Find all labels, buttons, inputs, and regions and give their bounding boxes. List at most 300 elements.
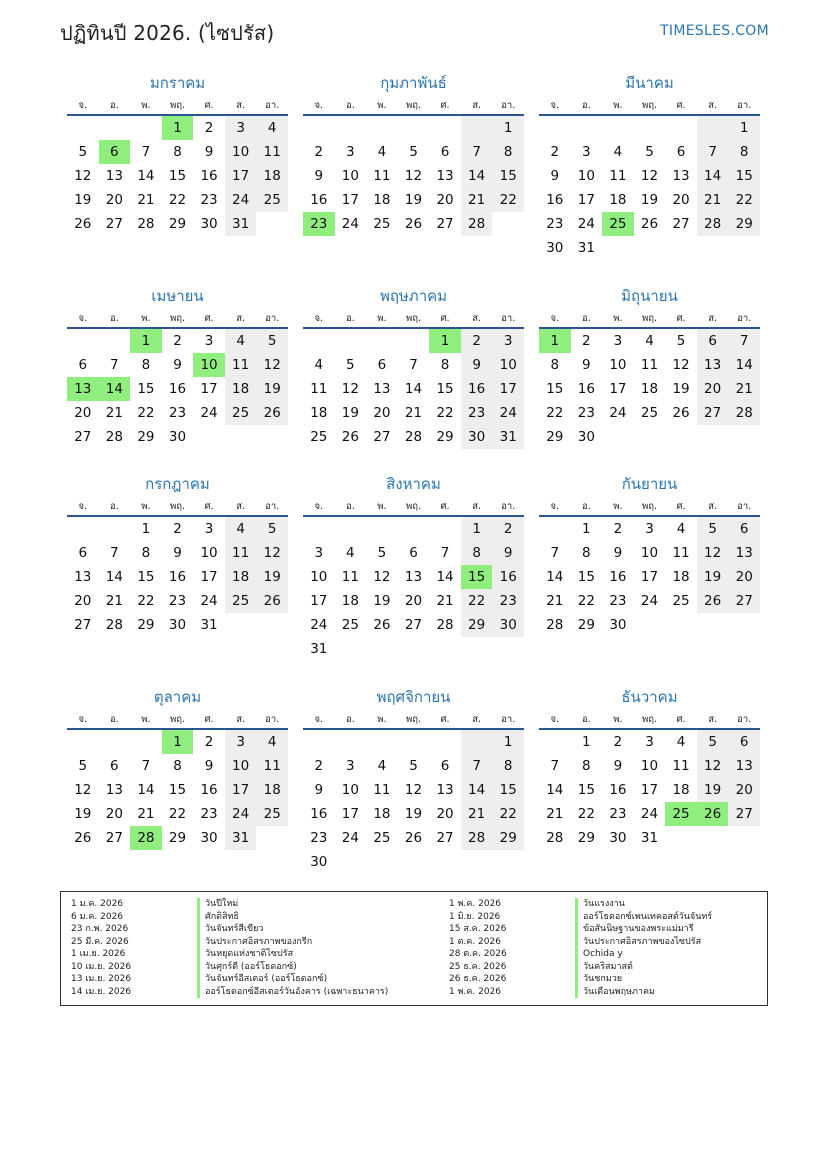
day-cell: 26 <box>404 830 423 846</box>
day-cell: 9 <box>173 545 182 561</box>
day-cell: 27 <box>74 617 92 633</box>
day-cell: 29 <box>492 826 524 850</box>
day-cell: 10 <box>341 168 359 184</box>
empty-day-cell <box>303 730 335 754</box>
day-grid <box>67 329 288 449</box>
day-cell: 20 <box>728 565 760 589</box>
empty-day-cell <box>398 730 430 754</box>
empty-day-cell <box>429 637 461 661</box>
legend-row <box>449 948 712 961</box>
day-cell: 4 <box>377 758 387 774</box>
day-cell: 22 <box>168 806 187 822</box>
day-cell: 19 <box>697 565 729 589</box>
holiday-date: 6 ม.ค. 2026 <box>71 911 124 922</box>
day-cell: 2 <box>204 734 214 750</box>
holiday-date: 1 พ.ค. 2026 <box>449 986 502 997</box>
day-cell: 3 <box>492 329 524 353</box>
day-cell: 13 <box>373 381 391 397</box>
month-block <box>303 684 524 874</box>
month-name: กุมภาพันธ์ <box>380 74 447 92</box>
day-cell: 19 <box>373 593 391 609</box>
legend-row <box>71 973 388 986</box>
day-cell: 22 <box>728 188 760 212</box>
day-grid <box>539 517 760 637</box>
empty-day-cell <box>99 116 131 140</box>
day-cell: 13 <box>436 782 454 798</box>
weekday-header <box>67 309 288 329</box>
weekday-label: อา. <box>737 100 752 111</box>
day-cell: 24 <box>640 806 659 822</box>
site-brand-link[interactable]: TIMESLES.COM <box>660 23 769 39</box>
day-cell: 21 <box>436 593 454 609</box>
day-cell: 3 <box>204 521 214 537</box>
day-cell: 27 <box>105 216 123 232</box>
day-cell: 16 <box>168 381 187 397</box>
day-cell: 10 <box>492 353 524 377</box>
weekday-header <box>539 710 760 730</box>
empty-day-cell <box>634 613 666 637</box>
day-cell: 21 <box>728 377 760 401</box>
day-cell: 8 <box>582 758 591 774</box>
empty-day-cell <box>634 116 666 140</box>
day-grid <box>539 329 760 449</box>
weekday-label: พ. <box>377 714 387 725</box>
legend-row <box>71 898 388 911</box>
weekday-header <box>539 497 760 517</box>
legend-row <box>71 911 388 924</box>
holiday-name: ข้อสันนิษฐานของพระแม่มารี <box>575 923 694 936</box>
day-cell: 25 <box>672 593 690 609</box>
day-cell: 5 <box>676 333 686 349</box>
day-cell: 2 <box>173 521 182 537</box>
day-cell: 10 <box>193 353 225 377</box>
day-cell: 15 <box>728 164 760 188</box>
day-cell: 16 <box>492 565 524 589</box>
day-cell: 26 <box>74 830 92 846</box>
day-cell: 18 <box>225 565 257 589</box>
empty-day-cell <box>634 236 666 260</box>
empty-day-cell <box>602 116 634 140</box>
weekday-label: พ. <box>141 313 151 324</box>
day-cell: 26 <box>404 216 423 232</box>
day-grid <box>67 730 288 850</box>
weekday-label: อา. <box>737 501 752 512</box>
day-cell: 5 <box>256 517 288 541</box>
holiday-name: ออร์โธดอกซ์เพนเทคอสต์วันจันทร์ <box>575 911 712 924</box>
day-cell: 28 <box>728 401 760 425</box>
day-cell: 30 <box>168 617 187 633</box>
empty-day-cell <box>366 517 398 541</box>
day-cell: 14 <box>546 782 564 798</box>
day-cell: 11 <box>256 754 288 778</box>
empty-day-cell <box>461 116 493 140</box>
page-title: ปฏิทินปี 2026. (ไซปรัส) <box>60 21 275 45</box>
legend-row <box>449 973 712 986</box>
day-cell: 17 <box>225 778 257 802</box>
day-cell: 30 <box>609 617 627 633</box>
weekday-label: พฤ. <box>641 501 658 512</box>
day-cell: 11 <box>225 541 257 565</box>
day-cell: 7 <box>110 545 119 561</box>
day-cell: 15 <box>577 782 595 798</box>
empty-day-cell <box>728 613 760 637</box>
day-cell: 7 <box>461 140 493 164</box>
day-cell: 24 <box>341 830 359 846</box>
month-name: กันยายน <box>621 475 678 493</box>
legend-row <box>71 986 388 999</box>
legend-row <box>71 948 388 961</box>
day-cell: 18 <box>341 593 359 609</box>
weekday-label: อ. <box>345 501 355 512</box>
day-cell: 13 <box>728 754 760 778</box>
day-cell: 27 <box>436 216 454 232</box>
day-cell: 21 <box>105 405 123 421</box>
day-cell: 18 <box>310 405 328 421</box>
weekday-label: อ. <box>345 714 355 725</box>
weekday-label: อ. <box>581 714 591 725</box>
day-cell: 16 <box>168 569 187 585</box>
legend-row <box>449 961 712 974</box>
day-cell: 15 <box>137 381 155 397</box>
day-cell: 5 <box>697 730 729 754</box>
weekday-header <box>67 710 288 730</box>
empty-day-cell <box>130 116 162 140</box>
day-cell: 8 <box>582 545 591 561</box>
empty-day-cell <box>697 236 729 260</box>
day-cell: 9 <box>492 541 524 565</box>
weekday-label: จ. <box>314 100 324 111</box>
weekday-label: ส. <box>472 313 482 324</box>
month-block <box>67 70 288 236</box>
day-cell: 3 <box>314 545 324 561</box>
day-cell: 8 <box>492 140 524 164</box>
day-cell: 29 <box>168 216 187 232</box>
empty-day-cell <box>256 212 288 236</box>
day-cell: 31 <box>492 425 524 449</box>
day-cell: 21 <box>404 405 423 421</box>
holiday-name: วันหยุดแห่งชาติไซปรัส <box>197 948 293 961</box>
day-cell: 1 <box>461 517 493 541</box>
day-cell: 11 <box>672 758 690 774</box>
weekday-label: พฤ. <box>405 313 422 324</box>
month-block <box>303 70 524 236</box>
day-cell: 22 <box>137 593 155 609</box>
day-cell: 28 <box>404 429 423 445</box>
day-cell: 4 <box>256 730 288 754</box>
day-cell: 4 <box>645 333 654 349</box>
day-cell: 18 <box>225 377 257 401</box>
day-grid <box>67 517 288 637</box>
day-cell: 23 <box>577 405 595 421</box>
weekday-label: ศ. <box>676 313 686 324</box>
day-cell: 20 <box>74 405 92 421</box>
day-cell: 1 <box>130 329 162 353</box>
day-cell: 9 <box>550 168 560 184</box>
weekday-label: จ. <box>78 714 88 725</box>
day-cell: 28 <box>461 212 493 236</box>
day-cell: 20 <box>105 192 123 208</box>
day-cell: 7 <box>697 140 729 164</box>
weekday-label: อา. <box>737 714 752 725</box>
day-cell: 14 <box>105 569 123 585</box>
day-cell: 4 <box>314 357 324 373</box>
day-cell: 20 <box>404 593 423 609</box>
empty-day-cell <box>461 637 493 661</box>
day-cell: 30 <box>310 854 328 870</box>
day-cell: 19 <box>256 377 288 401</box>
legend-row <box>449 898 712 911</box>
empty-day-cell <box>398 637 430 661</box>
empty-day-cell <box>492 212 524 236</box>
day-cell: 22 <box>436 405 454 421</box>
day-cell: 7 <box>110 357 119 373</box>
day-cell: 25 <box>341 617 359 633</box>
day-cell: 27 <box>373 429 391 445</box>
day-cell: 7 <box>728 329 760 353</box>
day-cell: 27 <box>404 617 423 633</box>
day-cell: 23 <box>200 806 218 822</box>
empty-day-cell <box>665 425 697 449</box>
day-cell: 27 <box>728 589 760 613</box>
day-cell: 14 <box>436 569 454 585</box>
month-name: เมษายน <box>151 287 204 305</box>
day-cell: 25 <box>373 830 391 846</box>
day-cell: 6 <box>78 545 88 561</box>
weekday-label: พฤ. <box>641 714 658 725</box>
weekday-label: พฤ. <box>169 501 186 512</box>
day-cell: 24 <box>225 802 257 826</box>
empty-day-cell <box>429 116 461 140</box>
day-cell: 17 <box>640 569 659 585</box>
day-cell: 3 <box>346 758 355 774</box>
day-cell: 16 <box>461 377 493 401</box>
empty-day-cell <box>697 425 729 449</box>
empty-day-cell <box>335 329 367 353</box>
month-name: พฤษภาคม <box>379 287 448 305</box>
day-cell: 14 <box>99 377 131 401</box>
month-name: มกราคม <box>149 74 206 92</box>
day-cell: 29 <box>137 429 155 445</box>
month-block <box>539 70 760 260</box>
month-name: กรกฎาคม <box>145 475 210 493</box>
day-cell: 28 <box>546 617 564 633</box>
weekday-label: พ. <box>377 313 387 324</box>
weekday-label: ศ. <box>676 100 686 111</box>
month-name: ธันวาคม <box>621 688 678 706</box>
day-cell: 29 <box>137 617 155 633</box>
day-cell: 5 <box>346 357 355 373</box>
holiday-name: วันเดือนพฤษภาคม <box>575 986 655 999</box>
day-cell: 5 <box>409 144 418 160</box>
legend-row <box>449 911 712 924</box>
empty-day-cell <box>728 826 760 850</box>
empty-day-cell <box>492 637 524 661</box>
day-cell: 17 <box>200 569 218 585</box>
empty-day-cell <box>539 517 571 541</box>
day-cell: 1 <box>539 329 571 353</box>
weekday-header <box>67 497 288 517</box>
weekday-label: ศ. <box>204 501 214 512</box>
day-cell: 24 <box>200 593 218 609</box>
day-cell: 31 <box>310 641 328 657</box>
day-cell: 17 <box>640 782 659 798</box>
day-cell: 30 <box>492 613 524 637</box>
holiday-date: 1 ต.ค. 2026 <box>449 936 501 947</box>
day-cell: 5 <box>645 144 654 160</box>
day-cell: 2 <box>613 734 623 750</box>
day-cell: 13 <box>105 782 123 798</box>
day-cell: 8 <box>173 144 182 160</box>
empty-day-cell <box>335 637 367 661</box>
day-cell: 12 <box>373 569 391 585</box>
day-cell: 21 <box>546 806 564 822</box>
day-cell: 13 <box>404 569 423 585</box>
day-cell: 30 <box>461 425 493 449</box>
day-cell: 9 <box>582 357 591 373</box>
day-cell: 20 <box>74 593 92 609</box>
weekday-label: ส. <box>236 714 246 725</box>
day-cell: 3 <box>346 144 355 160</box>
legend-column-right <box>449 898 712 998</box>
day-cell: 19 <box>74 806 92 822</box>
day-cell: 4 <box>377 144 387 160</box>
day-cell: 2 <box>314 758 324 774</box>
day-cell: 1 <box>582 521 591 537</box>
weekday-label: ศ. <box>440 714 450 725</box>
weekday-label: ส. <box>236 100 246 111</box>
holiday-name: ศักดิสิทธิ <box>197 911 239 924</box>
legend-column-left <box>71 898 388 998</box>
day-cell: 9 <box>314 168 324 184</box>
weekday-label: อา. <box>501 714 516 725</box>
holiday-name: วันชกมวย <box>575 973 622 986</box>
day-cell: 1 <box>728 116 760 140</box>
weekday-label: จ. <box>550 714 560 725</box>
day-cell: 8 <box>141 357 151 373</box>
day-cell: 25 <box>225 401 257 425</box>
day-cell: 23 <box>609 593 627 609</box>
empty-day-cell <box>366 850 398 874</box>
day-cell: 12 <box>672 357 690 373</box>
day-cell: 8 <box>550 357 560 373</box>
day-cell: 12 <box>640 168 659 184</box>
day-cell: 10 <box>341 782 359 798</box>
weekday-label: จ. <box>78 501 88 512</box>
day-cell: 6 <box>676 144 686 160</box>
day-cell: 16 <box>577 381 595 397</box>
day-cell: 9 <box>204 758 214 774</box>
day-cell: 8 <box>440 357 450 373</box>
day-cell: 23 <box>168 593 187 609</box>
day-cell: 27 <box>697 401 729 425</box>
empty-day-cell <box>99 730 131 754</box>
month-block <box>539 471 760 637</box>
weekday-label: อ. <box>109 714 119 725</box>
weekday-label: พฤ. <box>641 100 658 111</box>
day-cell: 26 <box>672 405 690 421</box>
day-cell: 29 <box>577 830 595 846</box>
holiday-name: วันศุกร์ดี (ออร์โธดอกซ์) <box>197 961 297 974</box>
day-cell: 26 <box>640 216 659 232</box>
weekday-label: พ. <box>377 100 387 111</box>
day-cell: 30 <box>200 830 218 846</box>
month-block <box>67 471 288 637</box>
empty-day-cell <box>398 850 430 874</box>
day-cell: 3 <box>204 333 214 349</box>
day-cell: 24 <box>609 405 627 421</box>
empty-day-cell <box>665 116 697 140</box>
day-cell: 15 <box>436 381 454 397</box>
day-cell: 28 <box>137 216 155 232</box>
day-cell: 27 <box>436 830 454 846</box>
weekday-label: พฤ. <box>169 313 186 324</box>
day-cell: 6 <box>99 140 131 164</box>
day-cell: 20 <box>672 192 690 208</box>
weekday-label: ศ. <box>440 501 450 512</box>
day-cell: 12 <box>256 353 288 377</box>
day-cell: 29 <box>168 830 187 846</box>
day-cell: 20 <box>697 377 729 401</box>
weekday-label: ส. <box>708 100 718 111</box>
day-cell: 16 <box>546 192 564 208</box>
day-cell: 22 <box>137 405 155 421</box>
day-cell: 6 <box>728 517 760 541</box>
empty-day-cell <box>429 517 461 541</box>
day-cell: 15 <box>137 569 155 585</box>
day-cell: 6 <box>377 357 387 373</box>
day-cell: 8 <box>492 754 524 778</box>
day-cell: 18 <box>373 192 391 208</box>
weekday-header <box>303 96 524 116</box>
weekday-label: พฤ. <box>405 714 422 725</box>
weekday-label: ศ. <box>440 313 450 324</box>
month-block <box>303 283 524 449</box>
weekday-label: อ. <box>345 313 355 324</box>
empty-day-cell <box>539 116 571 140</box>
day-cell: 16 <box>310 806 328 822</box>
weekday-label: พ. <box>141 100 151 111</box>
day-cell: 13 <box>74 569 92 585</box>
day-cell: 11 <box>640 357 659 373</box>
day-cell: 14 <box>137 168 155 184</box>
day-cell: 9 <box>314 782 324 798</box>
weekday-label: จ. <box>550 100 560 111</box>
weekday-label: อ. <box>109 501 119 512</box>
holiday-date: 13 เม.ย. 2026 <box>71 974 132 984</box>
day-cell: 3 <box>225 730 257 754</box>
empty-day-cell <box>67 730 99 754</box>
day-cell: 25 <box>373 216 391 232</box>
month-name: พฤศจิกายน <box>376 688 451 706</box>
day-cell: 31 <box>225 826 257 850</box>
holiday-date: 25 มี.ค. 2026 <box>71 936 129 947</box>
month-name: มิถุนายน <box>621 287 678 305</box>
holiday-name: วันแรงงาน <box>575 898 625 911</box>
empty-day-cell <box>728 236 760 260</box>
day-cell: 21 <box>105 593 123 609</box>
day-cell: 2 <box>582 333 591 349</box>
day-cell: 11 <box>225 353 257 377</box>
day-cell: 30 <box>200 216 218 232</box>
day-cell: 26 <box>697 802 729 826</box>
day-cell: 19 <box>256 565 288 589</box>
day-cell: 4 <box>613 144 623 160</box>
day-cell: 28 <box>105 429 123 445</box>
empty-day-cell <box>665 613 697 637</box>
day-cell: 22 <box>461 589 493 613</box>
day-cell: 8 <box>141 545 151 561</box>
holiday-date: 1 พ.ค. 2026 <box>449 899 502 909</box>
